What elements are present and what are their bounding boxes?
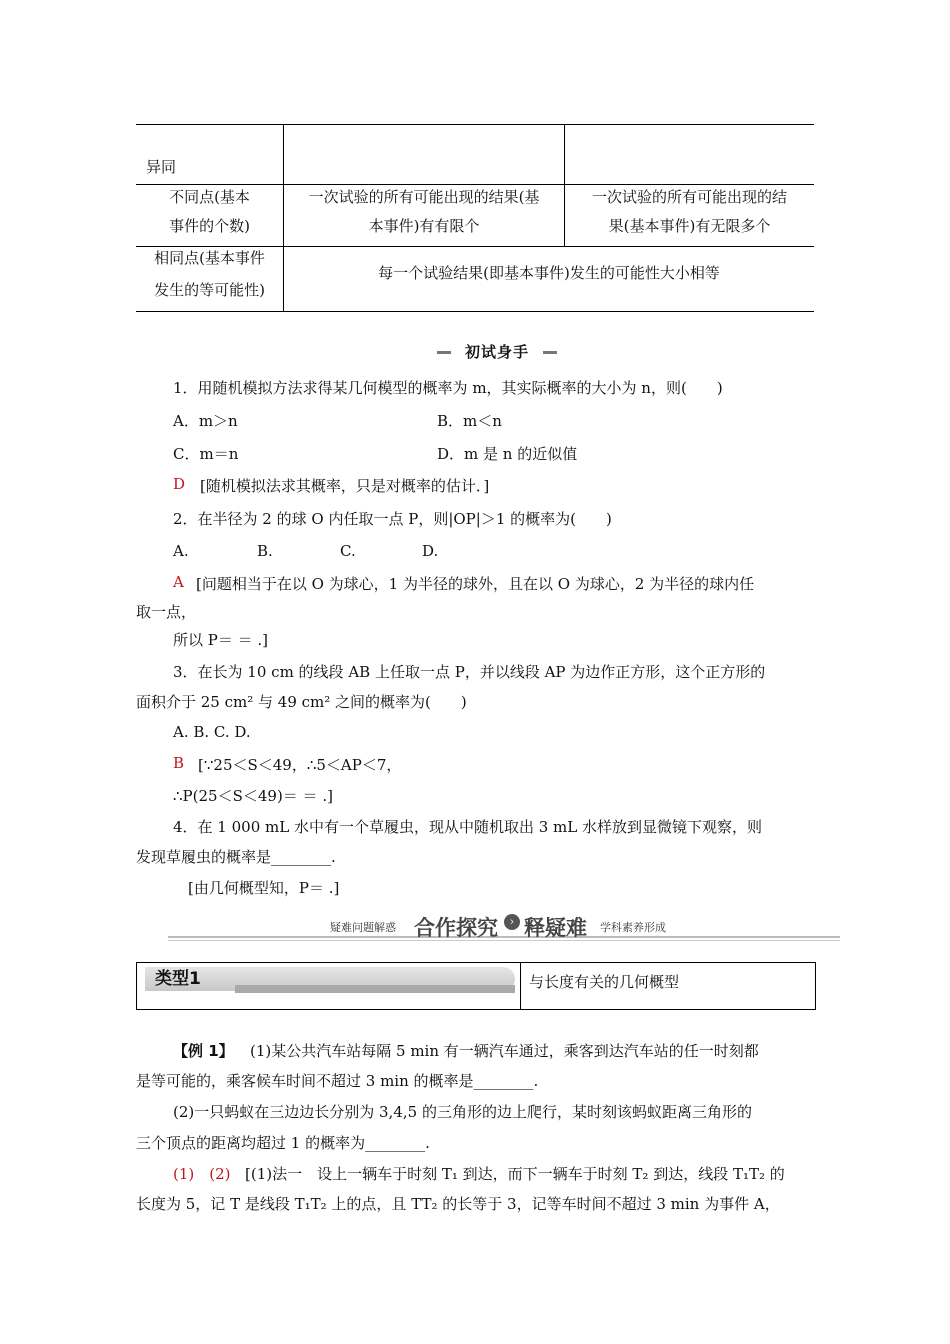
- section-left-caption: 疑难问题解惑: [330, 921, 396, 934]
- row1-col1-line1: 一次试验的所有可能出现的结果(基: [308, 188, 540, 206]
- q1-answer: D: [173, 475, 186, 493]
- q4-stem-line1: 4．在 1 000 mL 水中有一个草履虫，现从中随机取出 3 mL 水样放到显微镜下观察，则: [173, 818, 763, 836]
- example-p2-line1: (2)一只蚂蚁在三边边长分别为 3,4,5 的三角形的边上爬行，某时刻该蚂蚁距离三角形的: [173, 1103, 752, 1121]
- row1-label-line1: 不同点(基本: [169, 188, 250, 206]
- example-solution-line1: [(1)法一 设上一辆车于时刻 T₁ 到达，而下一辆车于时刻 T₂ 到达，线段 T₁T₂ 的: [245, 1165, 785, 1183]
- table-header: 异同: [146, 158, 177, 176]
- type-tag-label: 类型1: [155, 969, 201, 989]
- q2-option-b: B.: [257, 542, 273, 560]
- section-right-caption: 学科素养形成: [600, 921, 666, 934]
- section-header: [168, 912, 840, 942]
- q1-explanation: [随机模拟法求其概率，只是对概率的估计．]: [200, 477, 490, 495]
- q3-explanation-line1: [∵25＜S＜49，∴5＜AP＜7，: [198, 756, 402, 774]
- section-banner: [437, 341, 557, 363]
- q2-explanation-line3: 所以 P＝ ＝ .]: [173, 631, 269, 649]
- q4-stem-line2: 发现草履虫的概率是________.: [136, 848, 336, 866]
- example-solution-line2: 长度为 5，记 T 是线段 T₁T₂ 上的点，且 TT₂ 的长等于 3，记等车时间不超过 3 min 为事件 A，: [136, 1195, 780, 1213]
- q2-option-d: D.: [422, 542, 439, 560]
- row2-label-line2: 发生的等可能性): [154, 281, 265, 299]
- q2-answer: A: [173, 573, 184, 591]
- q2-explanation-line2: 取一点，: [136, 603, 197, 621]
- row1-col2-line1: 一次试验的所有可能出现的结: [591, 188, 787, 206]
- q2-stem: 2．在半径为 2 的球 O 内任取一点 P，则|OP|＞1 的概率为( ): [173, 510, 612, 528]
- type-tag: [145, 967, 515, 991]
- q1-option-c: C．m＝n: [173, 445, 239, 463]
- example-answer-marks: (1) (2): [173, 1165, 231, 1183]
- q3-stem-line2: 面积介于 25 cm² 与 49 cm² 之间的概率为( ): [136, 693, 467, 711]
- type-box: [136, 962, 816, 1010]
- row1-col2-line2: 果(基本事件)有无限多个: [608, 217, 771, 235]
- q2-option-a: A.: [173, 542, 189, 560]
- row2-value: 每一个试验结果(即基本事件)发生的可能性大小相等: [378, 264, 720, 282]
- q3-options: A. B. C. D.: [173, 723, 251, 741]
- section-title-b: 释疑难: [524, 916, 587, 940]
- row2-label-line1: 相同点(基本事件: [154, 249, 265, 267]
- example-p1-line2: 是等可能的，乘客候车时间不超过 3 min 的概率是________.: [136, 1072, 539, 1090]
- chevron-right-icon: ›: [504, 914, 520, 930]
- q2-explanation-line1: [问题相当于在以 O 为球心，1 为半径的球外，且在以 O 为球心，2 为半径的球内任: [196, 575, 755, 593]
- q1-option-a: A．m＞n: [173, 412, 238, 430]
- q1-option-d: D．m 是 n 的近似值: [437, 445, 578, 463]
- q2-option-c: C.: [340, 542, 356, 560]
- q1-option-b: B．m＜n: [437, 412, 502, 430]
- example-p2-line2: 三个顶点的距离均超过 1 的概率为________.: [136, 1134, 430, 1152]
- q3-stem-line1: 3．在长为 10 cm 的线段 AB 上任取一点 P，并以线段 AP 为边作正方形，这个正方形的: [173, 663, 766, 681]
- section-title-a: 合作探究: [414, 916, 498, 940]
- q1-stem: 1．用随机模拟方法求得某几何模型的概率为 m，其实际概率的大小为 n，则( ): [173, 379, 723, 397]
- q3-answer: B: [173, 754, 185, 772]
- type-title: 与长度有关的几何概型: [529, 973, 680, 991]
- row1-col1-line2: 本事件)有有限个: [368, 217, 480, 235]
- row1-label-line2: 事件的个数): [169, 217, 250, 235]
- example-p1-line1: (1)某公共汽车站每隔 5 min 有一辆汽车通过，乘客到达汽车站的任一时刻都: [250, 1042, 759, 1060]
- banner-label: 初试身手: [451, 341, 543, 363]
- example-label: 【例 1】: [173, 1042, 234, 1060]
- q3-explanation-line2: ∴P(25＜S＜49)＝ ＝ .]: [173, 787, 333, 805]
- q4-explanation: [由几何概型知，P＝ .]: [188, 879, 340, 897]
